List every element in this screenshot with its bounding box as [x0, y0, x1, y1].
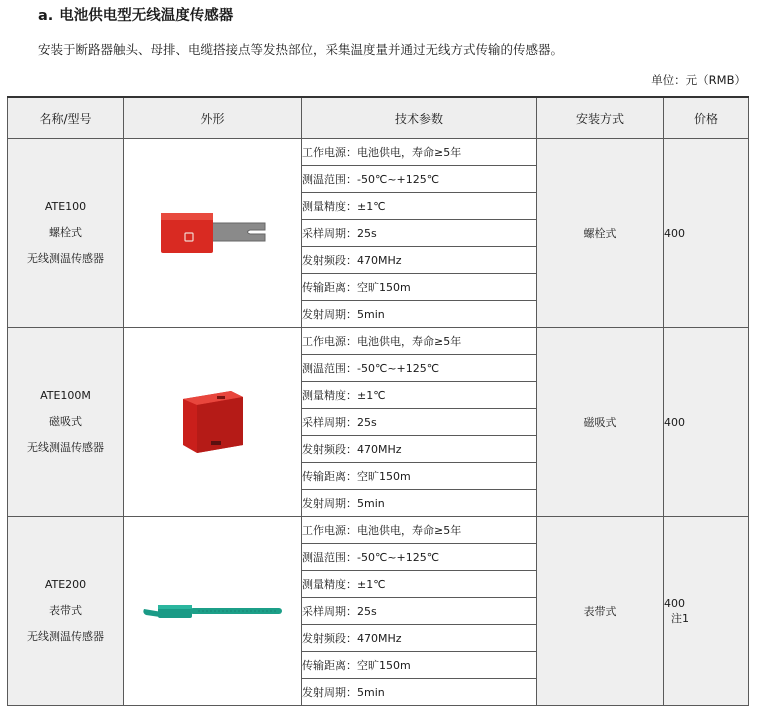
section-heading: [38, 4, 233, 25]
param-cell: 发射频段：470MHz: [302, 625, 537, 652]
price-value: 400: [664, 596, 685, 610]
table-header-row: [8, 97, 749, 139]
product-model: ATE200: [44, 578, 87, 591]
param-cell: 测量精度：±1℃: [302, 382, 537, 409]
param-cell: 采样周期：25s: [302, 220, 537, 247]
param-cell: 传输距离：空旷150m: [302, 652, 537, 679]
product-desc: 无线测温传感器: [27, 630, 104, 643]
param-cell: 测量精度：±1℃: [302, 571, 537, 598]
green-strap-sensor-icon: [138, 595, 288, 625]
header-model: 名称/型号: [8, 97, 124, 139]
red-magnetic-sensor-icon: [173, 381, 253, 461]
price-cell: [664, 139, 749, 328]
param-cell: 采样周期：25s: [302, 598, 537, 625]
param-cell: 测量精度：±1℃: [302, 193, 537, 220]
header-mount: 安装方式: [537, 97, 664, 139]
header-price: 价格: [664, 97, 749, 139]
red-bolt-sensor-icon: [157, 207, 269, 257]
section-title: 电池供电型无线温度传感器: [59, 8, 234, 24]
header-tech-params: 技术参数: [302, 97, 537, 139]
mount-cell: 磁吸式: [537, 328, 664, 517]
product-mount-type: 磁吸式: [49, 415, 82, 428]
param-cell: 传输距离：空旷150m: [302, 274, 537, 301]
price-cell: [664, 328, 749, 517]
price-cell: [664, 517, 749, 706]
param-cell: 传输距离：空旷150m: [302, 463, 537, 490]
param-cell: 发射周期：5min: [302, 490, 537, 517]
product-desc: 无线测温传感器: [27, 252, 104, 265]
param-cell: 发射周期：5min: [302, 301, 537, 328]
price-note: 注1: [671, 611, 689, 625]
product-model: ATE100: [44, 200, 87, 213]
param-cell: 测温范围：-50℃~+125℃: [302, 166, 537, 193]
mount-cell: 表带式: [537, 517, 664, 706]
product-desc: 无线测温传感器: [27, 441, 104, 454]
param-cell: 测温范围：-50℃~+125℃: [302, 544, 537, 571]
product-name-cell: [8, 139, 124, 328]
header-appearance: 外形: [124, 97, 302, 139]
product-name-cell: [8, 517, 124, 706]
product-mount-type: 表带式: [49, 604, 82, 617]
product-mount-type: 螺栓式: [49, 226, 82, 239]
product-image-cell: [124, 139, 302, 328]
section-number: a.: [38, 8, 54, 24]
param-cell: 工作电源：电池供电，寿命≥5年: [302, 139, 537, 166]
param-cell: 发射频段：470MHz: [302, 436, 537, 463]
intro-text: 安装于断路器触头、母排、电缆搭接点等发热部位，采集温度量并通过无线方式传输的传感器。: [38, 42, 564, 57]
param-cell: 工作电源：电池供电，寿命≥5年: [302, 328, 537, 355]
product-name-cell: [8, 328, 124, 517]
param-cell: 工作电源：电池供电，寿命≥5年: [302, 517, 537, 544]
price-value: 400: [664, 226, 685, 240]
table-row: [8, 517, 749, 544]
product-spec-table: [7, 96, 749, 706]
param-cell: 发射频段：470MHz: [302, 247, 537, 274]
currency-unit: 单位：元（RMB）: [651, 73, 746, 87]
param-cell: 采样周期：25s: [302, 409, 537, 436]
param-cell: 发射周期：5min: [302, 679, 537, 706]
product-image-cell: [124, 517, 302, 706]
table-row: [8, 328, 749, 355]
table-row: [8, 139, 749, 166]
param-cell: 测温范围：-50℃~+125℃: [302, 355, 537, 382]
product-model: ATE100M: [40, 389, 91, 402]
product-image-cell: [124, 328, 302, 517]
price-value: 400: [664, 415, 685, 429]
mount-cell: 螺栓式: [537, 139, 664, 328]
